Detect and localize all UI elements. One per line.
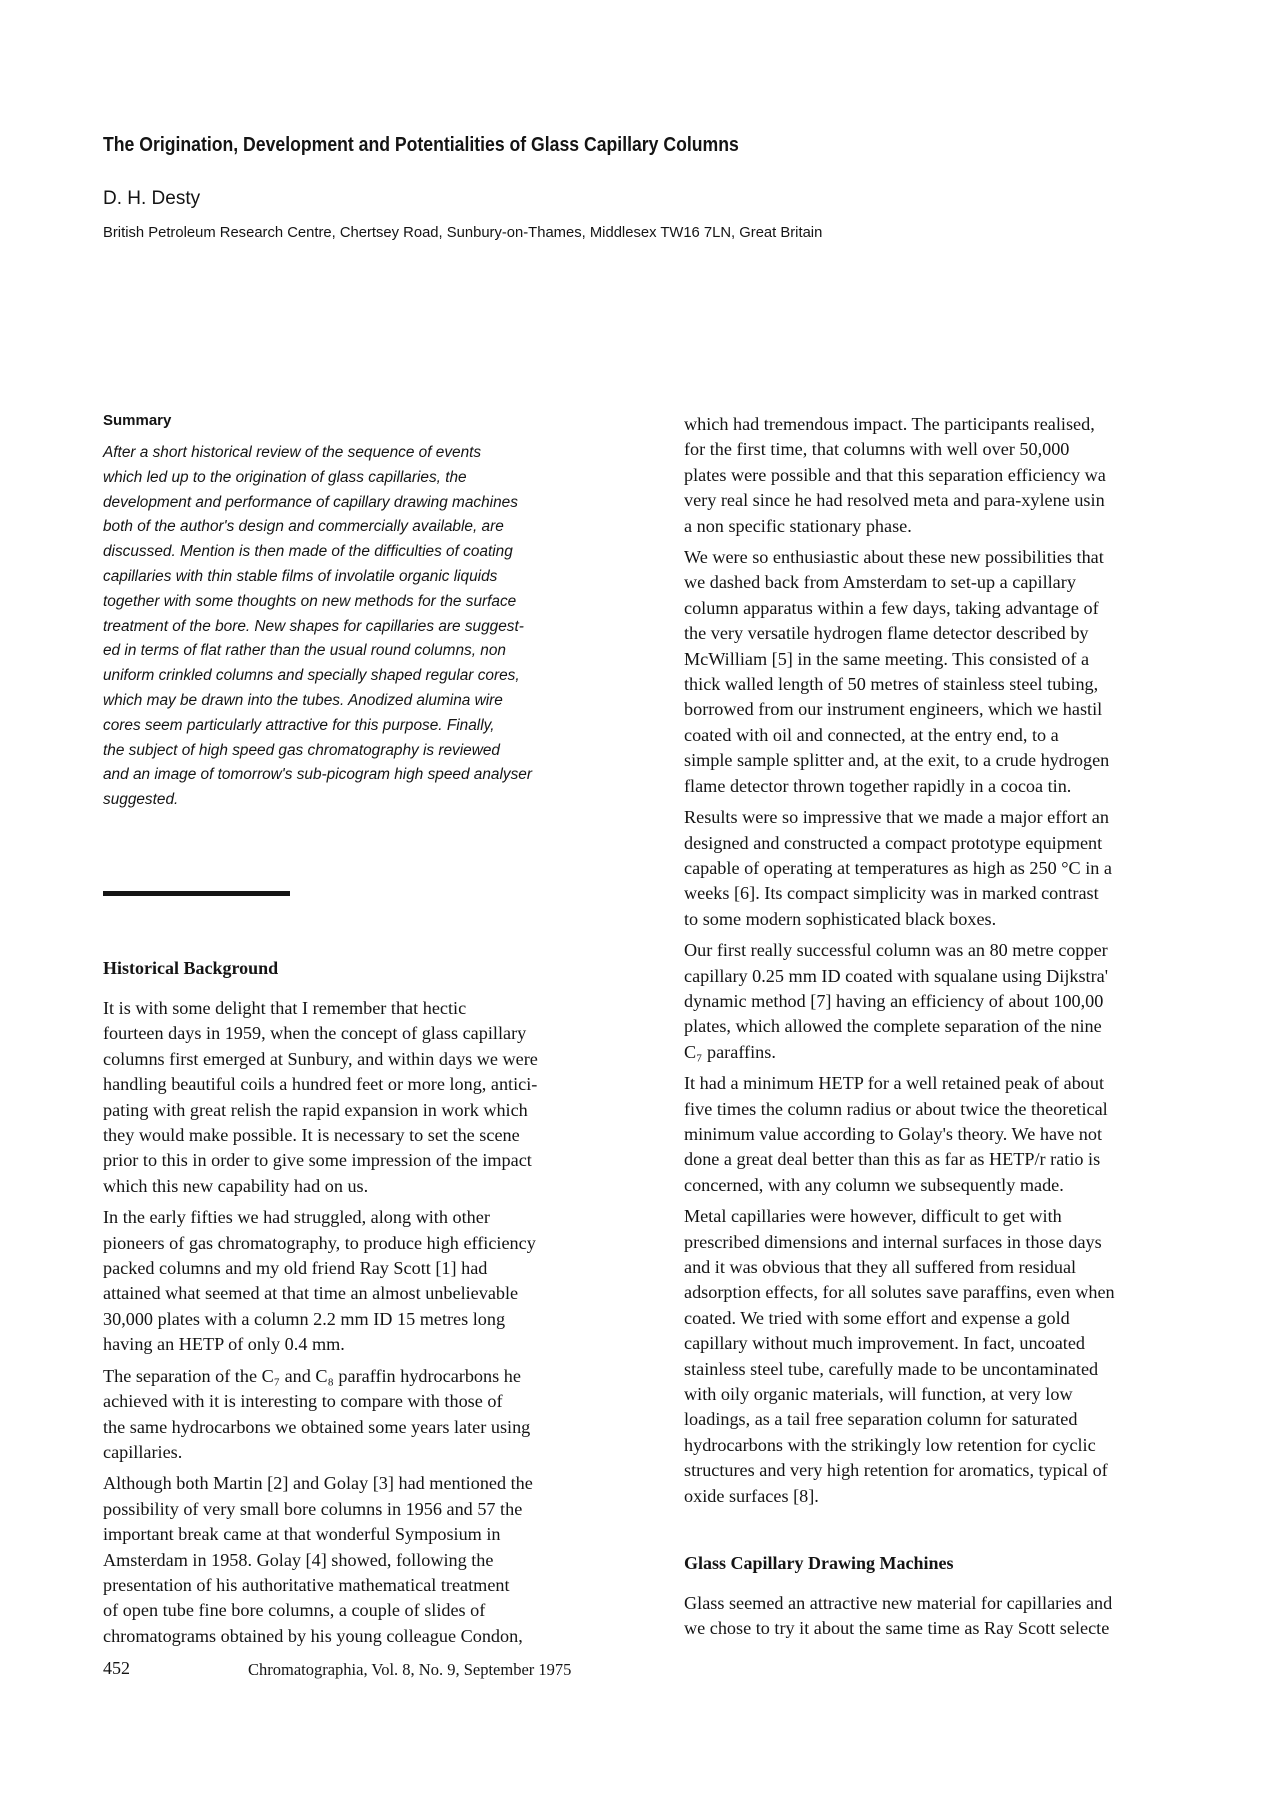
summary-line: which led up to the origination of glass capillaries, the <box>103 468 467 486</box>
page-number: 452 <box>103 1658 130 1678</box>
text-line: we dashed back from Amsterdam to set-up a capillary <box>684 572 1076 593</box>
summary-line: suggested. <box>103 791 179 809</box>
paper-title: The Origination, Development and Potentialities of Glass Capillary Columns <box>103 133 739 156</box>
text-line: flame detector thrown together rapidly in a cocoa tin. <box>684 775 1072 796</box>
paragraph <box>684 805 1172 932</box>
text-line: we chose to try it about the same time as Ray Scott selecte <box>684 1618 1110 1639</box>
text-line: hydrocarbons with the strikingly low retention for cyclic <box>684 1434 1096 1455</box>
text-line: to some modern sophisticated black boxes. <box>684 908 997 929</box>
section-heading: Glass Capillary Drawing Machines <box>684 1553 954 1573</box>
text-line: plates were possible and that this separation efficiency wa <box>684 464 1106 485</box>
text-line: they would make possible. It is necessary to set the scene <box>103 1125 520 1146</box>
text-line: fourteen days in 1959, when the concept of glass capillary <box>103 1023 527 1044</box>
section-divider <box>103 891 290 896</box>
text-line: simple sample splitter and, at the exit, to a crude hydrogen <box>684 750 1110 771</box>
text-line: We were so enthusiastic about these new possibilities that <box>684 547 1104 568</box>
glass-capillary-section <box>684 1553 1184 1648</box>
text-line: It had a minimum HETP for a well retained peak of about <box>684 1073 1105 1094</box>
text-line: the very versatile hydrogen flame detector described by <box>684 623 1089 644</box>
summary-text <box>103 441 621 813</box>
text-line: concerned, with any column we subsequently made. <box>684 1174 1064 1195</box>
text-line: structures and very high retention for aromatics, typical of <box>684 1460 1108 1481</box>
summary-line: After a short historical review of the sequence of events <box>103 444 482 461</box>
text-line: prescribed dimensions and internal surfaces in those days <box>684 1231 1102 1252</box>
text-line: pating with great relish the rapid expansion in work which <box>103 1099 528 1120</box>
text-line: loadings, as a tail free separation column for saturated <box>684 1409 1078 1430</box>
text-line: the same hydrocarbons we obtained some years later using <box>103 1416 531 1437</box>
summary-line: treatment of the bore. New shapes for capillaries are suggest- <box>103 617 524 635</box>
summary-line: cores seem particularly attractive for this purpose. Finally, <box>103 716 495 734</box>
text-line: McWilliam [5] in the same meeting. This consisted of a <box>684 648 1090 669</box>
summary-line: the subject of high speed gas chromatography is reviewed <box>103 741 500 759</box>
text-line: capable of operating at temperatures as high as 250 °C in a <box>684 857 1112 878</box>
text-line: C₇ paraffins. <box>684 1041 776 1062</box>
text-line: packed columns and my old friend Ray Scott [1] had <box>103 1258 488 1279</box>
text-line: pioneers of gas chromatography, to produce high efficiency <box>103 1232 536 1253</box>
summary-line: development and performance of capillary drawing machines <box>103 493 518 511</box>
text-line: The separation of the C₇ and C₈ paraffin hydrocarbons he <box>103 1365 521 1386</box>
paragraph <box>684 938 1172 1065</box>
right-column <box>684 412 1172 1515</box>
text-line: for the first time, that columns with well over 50,000 <box>684 439 1070 460</box>
text-line: capillary 0.25 mm ID coated with squalane using Dijkstra' <box>684 965 1109 986</box>
text-line: thick walled length of 50 metres of stainless steel tubing, <box>684 674 1099 695</box>
summary-line: capillaries with thin stable films of involatile organic liquids <box>103 567 498 585</box>
text-line: achieved with it is interesting to compare with those of <box>103 1391 503 1412</box>
text-line: It is with some delight that I remember that hectic <box>103 998 467 1018</box>
summary-line: uniform crinkled columns and specially shaped regular cores, <box>103 667 520 685</box>
text-line: 30,000 plates with a column 2.2 mm ID 15 metres long <box>103 1308 506 1329</box>
text-line: with oily organic materials, will function, at very low <box>684 1384 1073 1405</box>
paragraph <box>684 1071 1172 1198</box>
text-line: coated. We tried with some effort and expense a gold <box>684 1307 1070 1328</box>
text-line: In the early fifties we had struggled, along with other <box>103 1207 490 1228</box>
text-line: plates, which allowed the complete separation of the nine <box>684 1016 1102 1037</box>
text-line: attained what seemed at that time an almost unbelievable <box>103 1283 519 1304</box>
text-line: chromatograms obtained by his young colleague Condon, <box>103 1625 523 1646</box>
summary-line: together with some thoughts on new methods for the surface <box>103 592 517 610</box>
text-line: of open tube fine bore columns, a couple of slides of <box>103 1600 486 1621</box>
text-line: presentation of his authoritative mathematical treatment <box>103 1574 510 1595</box>
author-name: D. H. Desty <box>103 188 201 209</box>
text-line: which had tremendous impact. The participants realised, <box>684 414 1095 434</box>
paragraph <box>103 996 623 1199</box>
text-line: coated with oil and connected, at the entry end, to a <box>684 724 1059 745</box>
text-line: borrowed from our instrument engineers, which we hastil <box>684 699 1103 720</box>
text-line: Amsterdam in 1958. Golay [4] showed, following the <box>103 1549 494 1570</box>
author-affiliation: British Petroleum Research Centre, Chertsey Road, Sunbury-on-Thames, Middlesex TW16 7LN, Great Britain <box>103 225 823 241</box>
text-line: very real since he had resolved meta and para-xylene usin <box>684 490 1105 511</box>
text-line: capillaries. <box>103 1441 183 1462</box>
text-line: having an HETP of only 0.4 mm. <box>103 1334 345 1355</box>
journal-citation: Chromatographia, Vol. 8, No. 9, September 1975 <box>248 1660 572 1679</box>
text-line: which this new capability had on us. <box>103 1175 369 1196</box>
text-line: weeks [6]. Its compact simplicity was in marked contrast <box>684 883 1099 904</box>
text-line: and it was obvious that they all suffered from residual <box>684 1257 1077 1277</box>
text-line: handling beautiful coils a hundred feet or more long, antici- <box>103 1074 538 1095</box>
paragraph <box>684 1204 1172 1509</box>
paragraph <box>684 1591 1184 1642</box>
text-line: capillary without much improvement. In fact, uncoated <box>684 1333 1086 1354</box>
text-line: minimum value according to Golay's theory. We have not <box>684 1123 1102 1144</box>
text-line: Glass seemed an attractive new material for capillaries and <box>684 1593 1113 1613</box>
text-line: stainless steel tube, carefully made to be uncontaminated <box>684 1358 1099 1379</box>
paragraph <box>103 1471 623 1649</box>
text-line: important break came at that wonderful Symposium in <box>103 1524 501 1545</box>
summary-line: ed in terms of flat rather than the usual round columns, non <box>103 642 506 660</box>
section-heading: Historical Background <box>103 958 279 978</box>
text-line: prior to this in order to give some impression of the impact <box>103 1150 532 1171</box>
summary-line: both of the author's design and commercially available, are <box>103 518 504 536</box>
text-line: designed and constructed a compact prototype equipment <box>684 832 1103 853</box>
text-line: five times the column radius or about twice the theoretical <box>684 1098 1108 1119</box>
text-line: Although both Martin [2] and Golay [3] had mentioned the <box>103 1473 533 1494</box>
paragraph <box>684 545 1172 799</box>
text-line: adsorption effects, for all solutes save paraffins, even when <box>684 1282 1115 1303</box>
text-line: dynamic method [7] having an efficiency of about 100,00 <box>684 990 1104 1011</box>
text-line: oxide surfaces [8]. <box>684 1485 819 1506</box>
text-line: Our first really successful column was an 80 metre copper <box>684 940 1108 961</box>
text-line: a non specific stationary phase. <box>684 515 912 536</box>
paragraph <box>103 1205 623 1357</box>
paragraph <box>103 1364 623 1466</box>
text-line: done a great deal better than this as far as HETP/r ratio is <box>684 1149 1101 1170</box>
summary-line: which may be drawn into the tubes. Anodized alumina wire <box>103 691 503 709</box>
text-line: column apparatus within a few days, taking advantage of <box>684 597 1099 618</box>
summary-line: discussed. Mention is then made of the difficulties of coating <box>103 543 513 561</box>
summary-line: and an image of tomorrow's sub-picogram high speed analyser <box>103 766 532 784</box>
paragraph <box>684 412 1172 539</box>
summary-heading: Summary <box>103 412 172 429</box>
text-line: Metal capillaries were however, difficult to get with <box>684 1206 1062 1227</box>
text-line: possibility of very small bore columns in 1956 and 57 the <box>103 1498 523 1519</box>
summary-section <box>103 412 621 813</box>
text-line: columns first emerged at Sunbury, and within days we were <box>103 1048 538 1069</box>
historical-background-section <box>103 958 623 1655</box>
text-line: Results were so impressive that we made a major effort an <box>684 807 1109 828</box>
